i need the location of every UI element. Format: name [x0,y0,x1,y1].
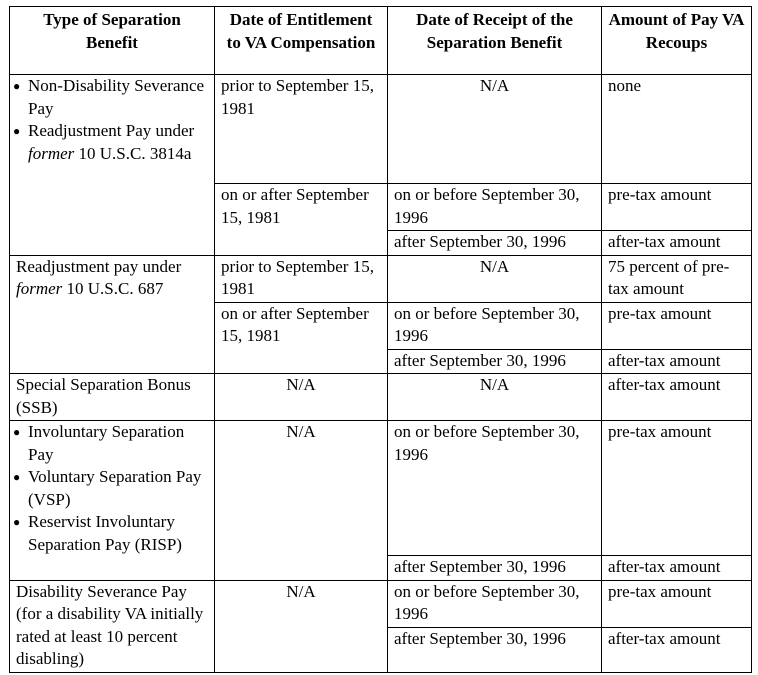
amount-cell: pre-tax amount [602,580,752,628]
table-row [10,374,752,421]
table-row [10,580,752,628]
entitlement-cell: prior to September 15, 1981 [215,255,388,302]
entitlement-cell: on or after September 15, 1981 [215,184,388,256]
list-item: ● Reservist Involuntary Separation Pay (RISP) [13,512,182,554]
benefit-cell [10,421,215,581]
amount-cell: none [602,75,752,184]
receipt-cell: on or before September 30, 1996 [388,302,602,349]
amount-cell: 75 percent of pre-tax amount [602,255,752,302]
table-row [10,421,752,556]
amount-cell: after-tax amount [602,628,752,672]
list-item: ● Readjustment Pay under former 10 U.S.C. 3814a [13,121,195,163]
header-date-of-entitlement: Date of Entitlement to VA Compensation [215,7,388,75]
list-item: ● Voluntary Separation Pay (VSP) [13,467,202,509]
table-row [10,255,752,302]
bullet-icon: ● [13,425,21,439]
benefit-list [13,75,208,165]
receipt-cell: N/A [388,255,602,302]
table-row [10,75,752,184]
bullet-icon: ● [13,515,21,529]
receipt-cell: on or before September 30, 1996 [388,184,602,231]
benefit-cell: Special Separation Bonus (SSB) [10,374,215,421]
benefit-cell: Disability Severance Pay (for a disability VA initially rated at least 10 percent disabling) [10,580,215,672]
separation-benefit-table [9,6,752,673]
receipt-cell: N/A [388,374,602,421]
entitlement-cell: N/A [215,374,388,421]
bullet-icon: ● [13,79,21,93]
entitlement-cell: prior to September 15, 1981 [215,75,388,184]
amount-cell: after-tax amount [602,374,752,421]
bullet-icon: ● [13,470,21,484]
amount-cell: after-tax amount [602,556,752,581]
amount-cell: after-tax amount [602,349,752,374]
receipt-cell: after September 30, 1996 [388,628,602,672]
entitlement-cell: N/A [215,580,388,672]
receipt-cell: after September 30, 1996 [388,556,602,581]
benefit-cell [10,75,215,256]
header-amount-recouped: Amount of Pay VA Recoups [602,7,752,75]
list-item: ● Non-Disability Severance Pay [13,76,205,118]
benefit-cell: Readjustment pay under former 10 U.S.C. 687 [10,255,215,374]
list-item: ● Involuntary Separation Pay [13,422,185,464]
bullet-icon: ● [13,124,21,138]
receipt-cell: on or before September 30, 1996 [388,580,602,628]
benefit-list [13,421,208,556]
receipt-cell: N/A [388,75,602,184]
entitlement-cell: N/A [215,421,388,581]
table-header-row [10,7,752,75]
amount-cell: after-tax amount [602,231,752,256]
amount-cell: pre-tax amount [602,421,752,556]
receipt-cell: after September 30, 1996 [388,231,602,256]
receipt-cell: on or before September 30, 1996 [388,421,602,556]
header-type-of-benefit: Type of Separation Benefit [10,7,215,75]
receipt-cell: after September 30, 1996 [388,349,602,374]
amount-cell: pre-tax amount [602,184,752,231]
header-date-of-receipt: Date of Receipt of the Separation Benefit [388,7,602,75]
entitlement-cell: on or after September 15, 1981 [215,302,388,374]
amount-cell: pre-tax amount [602,302,752,349]
